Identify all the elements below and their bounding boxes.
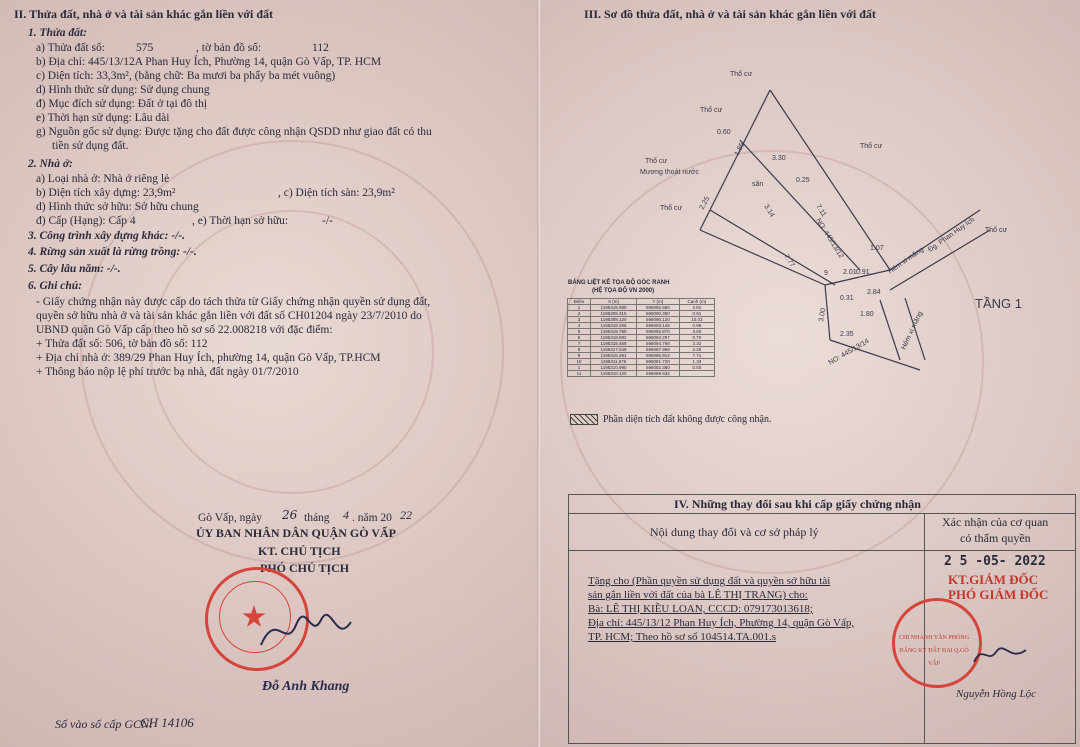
confirm-signature-mark <box>970 640 1030 670</box>
map-dim: 3.30 <box>772 155 786 162</box>
map-label-yard: sân <box>752 181 764 188</box>
coord-cell: 596094.768 <box>636 341 679 347</box>
coordinate-table <box>567 298 715 377</box>
map-label-floor: TẦNG 1 <box>975 296 1022 311</box>
coord-subtitle: (HỆ TỌA ĐỘ VN 2000) <box>592 288 655 294</box>
sign-year: 22 <box>400 508 412 522</box>
map-label-tho-cu: Thổ cư <box>860 143 883 150</box>
coord-cell: 1195316.391 <box>591 353 637 359</box>
change-line: Bà: LÊ THỊ KIỀU LOAN, CCCD: 079173013618; <box>588 603 813 615</box>
coord-cell: 596089.932 <box>636 371 679 377</box>
coord-cell: 1195315.980 <box>591 305 637 311</box>
land-purpose: đ) Mục đích sử dụng: Đất ở tại đô thị <box>36 98 208 110</box>
coord-cell: 1195311.676 <box>591 359 637 365</box>
coord-cell: 1.33 <box>679 359 714 365</box>
map-label-tho-cu: Thổ cư <box>730 71 753 78</box>
coord-cell: 7 <box>568 341 591 347</box>
map-dim: 1.07 <box>870 245 884 252</box>
land-map-label: , tờ bản đồ số: <box>196 42 262 54</box>
section4-title: IV. Những thay đổi sau khi cấp giấy chứng nhận <box>674 497 921 511</box>
map-dim: 2.25 <box>698 195 712 211</box>
coord-cell: 9 <box>568 353 591 359</box>
map-dim: 9 <box>824 270 828 277</box>
change-line: sản gắn liền với đất của bà LÊ THỊ TRANG) cho: <box>588 589 808 601</box>
map-label-tho-cu: Thổ cư <box>645 158 668 165</box>
map-label-road: Đg. Phan Huy Ích <box>927 216 977 254</box>
perennial-trees: 5. Cây lâu năm: -/-. <box>28 263 121 275</box>
house-floor-area: , c) Diện tích sàn: 23,9m² <box>278 187 395 199</box>
coord-cell: 8 <box>568 347 591 353</box>
coord-cell: 1195318.780 <box>591 329 637 335</box>
land-area: c) Diện tích: 33,3m², (bằng chữ: Ba mươi ba phẩy ba mét vuông) <box>36 70 336 82</box>
sign-year-label: . năm 20 <box>352 512 392 524</box>
coord-header: X (m) <box>591 299 637 305</box>
coord-cell: 1195310.990 <box>591 365 637 371</box>
map-label-tho-cu: Thổ cư <box>700 107 723 114</box>
signer-name: Đỗ Anh Khang <box>262 679 350 694</box>
land-origin: g) Nguồn gốc sử dụng: Được tặng cho đất được công nhận QSDD như giao đất có thu <box>36 126 432 138</box>
change-line: Địa chỉ: 445/13/12 Phan Huy Ích, Phường 14, quận Gò Vấp, <box>588 617 855 629</box>
map-dim: 2.35 <box>840 331 854 338</box>
coord-cell: 0.70 <box>679 335 714 341</box>
sign-month: 4 <box>343 508 349 522</box>
map-dim: 0.25 <box>796 177 810 184</box>
map-dim: 0.91 <box>856 269 870 276</box>
note-line: quyền sở hữu nhà ở và tài sản khác gắn liền với đất số CH01204 ngày 23/7/2010 do <box>36 310 422 322</box>
coord-cell: 596090.120 <box>636 317 679 323</box>
coord-cell: 596092.870 <box>636 329 679 335</box>
note-line: + Thông báo nộp lệ phí trước bạ nhà, đất ngày 01/7/2010 <box>36 366 299 378</box>
land-origin-cont: tiền sử dụng đất. <box>52 140 129 152</box>
coord-cell: 1195318.992 <box>591 335 637 341</box>
land-map-number: 112 <box>312 42 329 54</box>
map-label-canal: Mương thoát nước <box>640 169 700 176</box>
coord-cell: 596087.968 <box>636 347 679 353</box>
house-build-area: b) Diện tích xây dựng: 23,9m² <box>36 187 176 199</box>
coord-cell: 3.32 <box>679 341 714 347</box>
coord-cell: 1 <box>568 365 591 371</box>
house-ownership: d) Hình thức sở hữu: Sở hữu chung <box>36 201 199 213</box>
map-dim: 1.80 <box>860 311 874 318</box>
note-line: UBND quận Gò Vấp cấp theo hồ sơ số 22.008218 với đặc điểm: <box>36 324 333 336</box>
change-line: TP. HCM; Theo hồ sơ số 104514.TA.001.s <box>588 631 777 643</box>
land-parcel-label: a) Thửa đất số: <box>36 42 105 54</box>
coord-cell <box>679 371 714 377</box>
map-label-alley: Hẻm xi măng <box>900 310 925 351</box>
note-line: + Thửa đất số: 506, tờ bản đồ số: 112 <box>36 338 208 350</box>
map-dim: 7.77 <box>782 253 796 269</box>
coord-cell: 11 <box>568 371 591 377</box>
register-value: CH 14106 <box>140 715 194 730</box>
map-label-address: NO: 445/13/14 <box>827 337 871 367</box>
coord-cell: 3 <box>568 317 591 323</box>
map-dim: 3.00 <box>818 307 828 323</box>
change-line: Tặng cho (Phần quyền sử dụng đất và quyền sở hữu tài <box>588 575 831 587</box>
land-heading: 1. Thửa đất: <box>28 27 87 39</box>
coord-cell: 1195318.266 <box>591 323 637 329</box>
coord-cell: 5 <box>568 329 591 335</box>
section2-title: II. Thửa đất, nhà ở và tài sản khác gắn liền với đất <box>14 7 274 21</box>
sign-month-label: tháng <box>304 512 330 524</box>
coord-cell: 596090.350 <box>636 311 679 317</box>
section3-title: III. Sơ đồ thửa đất, nhà ở và tài sản khác gắn liền với đất <box>584 7 876 21</box>
office-seal-text: CHI NHÁNH VĂN PHÒNG ĐĂNG KÝ ĐẤT ĐAI Q.GÒ VẤP <box>898 635 970 667</box>
coord-header: Điểm <box>568 299 591 305</box>
house-term-value: -/- <box>322 215 333 227</box>
legend-hatch-icon <box>570 414 598 425</box>
coord-cell: 3.60 <box>679 329 714 335</box>
coord-cell: 4 <box>568 323 591 329</box>
coord-cell: 7.71 <box>679 353 714 359</box>
coord-cell: 10 <box>568 359 591 365</box>
coord-cell: 1195317.049 <box>591 347 637 353</box>
changes-col-confirm: Xác nhận của cơ quan <box>942 515 1049 529</box>
map-dim: 7.11 <box>814 203 828 219</box>
house-type: a) Loại nhà ở: Nhà ở riêng lẻ <box>36 173 170 185</box>
kt-chairman: KT. CHỦ TỊCH <box>258 544 341 558</box>
changes-col-content: Nội dung thay đổi và cơ sở pháp lý <box>650 525 819 539</box>
coord-cell: 6 <box>568 335 591 341</box>
house-grade: đ) Cấp (Hạng): Cấp 4 <box>36 215 136 227</box>
coord-cell: 596093.148 <box>636 323 679 329</box>
register-label: Số vào sổ cấp GCN: <box>55 717 153 731</box>
coord-cell: 0.91 <box>679 311 714 317</box>
sign-day: 26 <box>282 508 298 522</box>
coord-cell: 596082.360 <box>636 365 679 371</box>
vice-chairman: PHÓ CHỦ TỊCH <box>260 561 350 575</box>
coord-row <box>568 371 715 377</box>
coord-cell: 1195308.120 <box>591 317 637 323</box>
house-term-label: , e) Thời hạn sở hữu: <box>192 215 289 227</box>
authority-name: ỦY BAN NHÂN DÂN QUẬN GÒ VẤP <box>196 526 396 540</box>
coord-cell: 0.99 <box>679 323 714 329</box>
house-heading: 2. Nhà ở: <box>28 158 73 170</box>
coord-cell: 1195318.468 <box>591 341 637 347</box>
land-address: b) Địa chỉ: 445/13/12A Phan Huy Ích, Phường 14, quận Gò Vấp, TP. HCM <box>36 56 382 68</box>
coord-cell: 596086.912 <box>636 353 679 359</box>
note-line: + Địa chỉ nhà ở: 389/29 Phan Huy Ích, phường 14, quận Gò Vấp, TP.HCM <box>36 352 381 364</box>
map-label-address: NO: 445/13/12 <box>814 217 845 260</box>
map-dim: 1.85 <box>733 141 747 157</box>
signature-mark <box>256 600 366 660</box>
coord-cell: 1195309.315 <box>591 311 637 317</box>
confirm-date: 2 5 -05- 2022 <box>944 554 1046 569</box>
map-dim: 2.01 <box>843 269 857 276</box>
note-line: - Giấy chứng nhận này được cấp do tách thửa từ Giấy chứng nhận quyền sử dụng đất, <box>36 296 431 308</box>
sign-place: Gò Vấp, ngày <box>198 512 262 524</box>
coord-cell: 0.50 <box>679 365 714 371</box>
other-works: 3. Công trình xây dựng khác: -/-. <box>28 230 186 242</box>
coord-cell: 1 <box>568 305 591 311</box>
map-dim: 2.84 <box>867 289 881 296</box>
land-term: e) Thời hạn sử dụng: Lâu dài <box>36 112 170 124</box>
legend-text: Phần diện tích đất không được công nhận. <box>603 414 772 425</box>
map-label-tho-cu: Thổ cư <box>660 205 683 212</box>
coord-cell: 2 <box>568 311 591 317</box>
coord-cell: 2.28 <box>679 347 714 353</box>
coord-cell: 2.81 <box>679 305 714 311</box>
confirm-signer: Nguyễn Hồng Lộc <box>956 688 1037 700</box>
coord-cell: 596092.960 <box>636 305 679 311</box>
coord-header: Cạnh (m) <box>679 299 714 305</box>
production-forest: 4. Rừng sản xuất là rừng trồng: -/-. <box>28 246 197 258</box>
map-label-tho-cu: Thổ cư <box>985 227 1008 234</box>
map-dim: 3.14 <box>762 203 776 219</box>
coord-header: Y (m) <box>636 299 679 305</box>
coord-title: BẢNG LIỆT KÊ TỌA ĐỘ GÓC RANH <box>568 280 670 286</box>
coord-cell: 596094.297 <box>636 335 679 341</box>
coord-cell: 596081.720 <box>636 359 679 365</box>
map-dim: 0.31 <box>840 295 854 302</box>
land-parcel-number: 575 <box>136 42 154 54</box>
land-use-form: d) Hình thức sử dụng: Sử dụng chung <box>36 84 210 96</box>
coord-cell: 10.03 <box>679 317 714 323</box>
confirm-kt: KT.GIÁM ĐỐC <box>948 572 1039 587</box>
confirm-title: PHÓ GIÁM ĐỐC <box>948 587 1049 602</box>
coord-cell: 1195310.120 <box>591 371 637 377</box>
map-dim: 0.60 <box>717 129 731 136</box>
notes-heading: 6. Ghi chú: <box>28 280 82 292</box>
map-label-alley: Hẻm xi măng <box>887 246 925 276</box>
changes-col-confirm-2: có thẩm quyền <box>960 531 1031 545</box>
